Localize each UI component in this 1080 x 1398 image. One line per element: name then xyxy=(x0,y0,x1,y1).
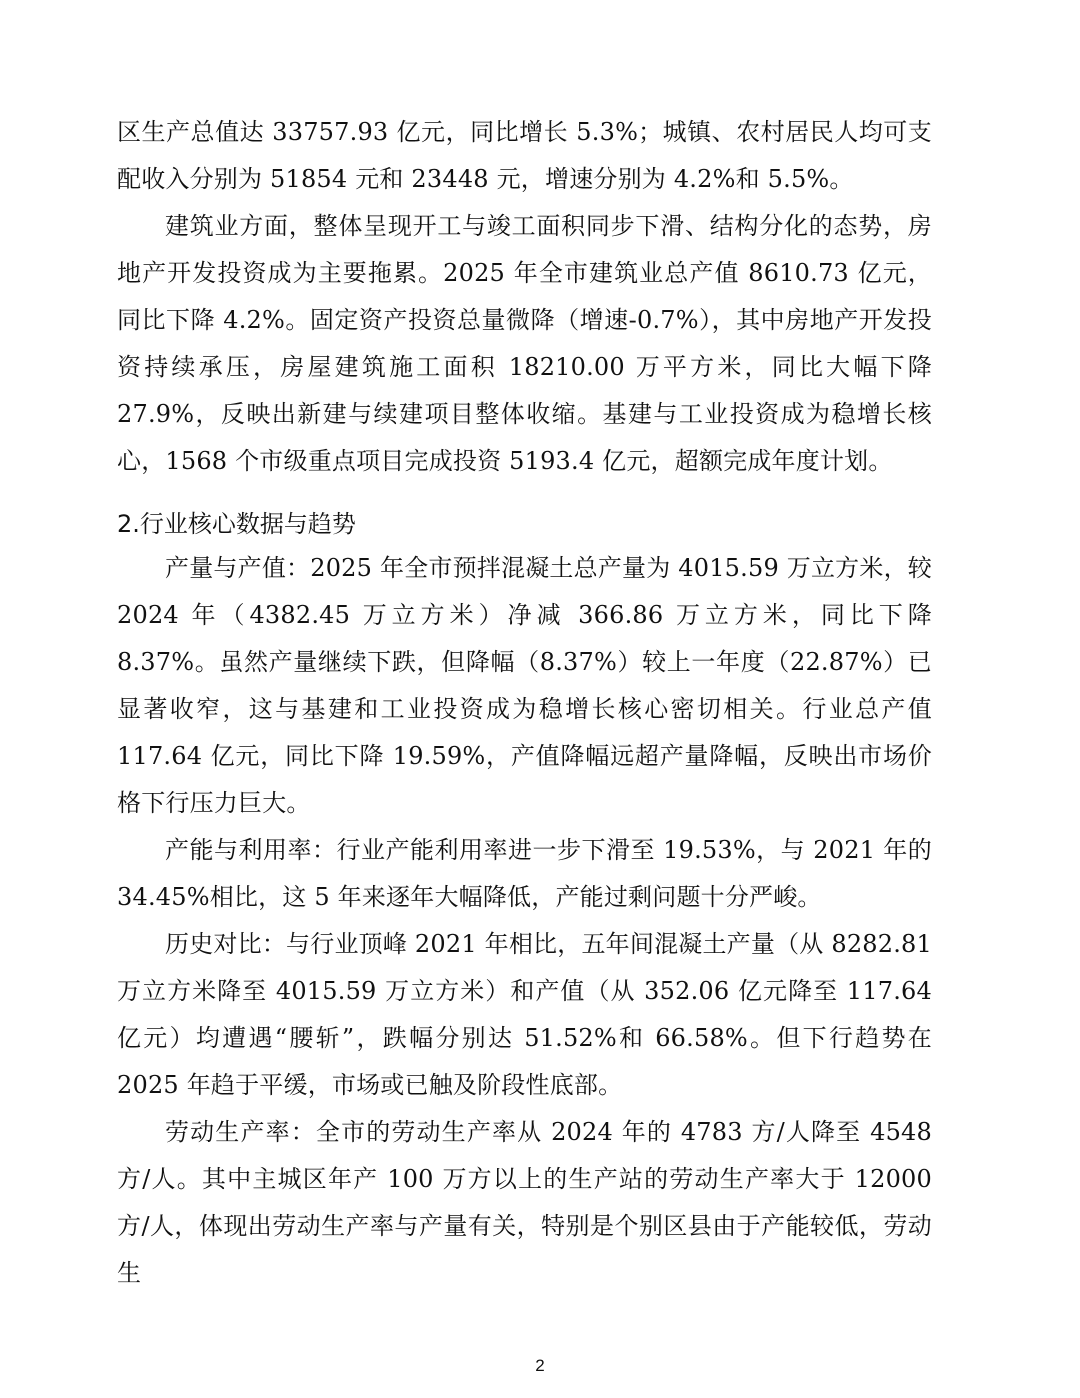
page-number: 2 xyxy=(535,1356,545,1375)
paragraph-regional-gdp: 区生产总值达 33757.93 亿元，同比增长 5.3%；城镇、农村居民人均可支配收入分别为 51854 元和 23448 元，增速分别为 4.2%和 5.5%。 xyxy=(117,118,932,193)
paragraph-output-value: 产量与产值：2025 年全市预拌混凝土总产量为 4015.59 万立方米，较 2024 年（4382.45 万立方米）净减 366.86 万立方米，同比下降 8.37%。虽然产量继续下跌，但降幅（8.37%）较上一年度（22.87%）已显著收窄，这与基建和工业投资成为稳增长核心密切相关。行业总产值 117.64 亿元，同比下降 19.59%，产值降幅远超产量降幅，反映出市场价格下行压力巨大。 xyxy=(117,554,932,817)
paragraph-capacity-utilization: 产能与利用率：行业产能利用率进一步下滑至 19.53%，与 2021 年的 34.45%相比，这 5 年来逐年大幅降低，产能过剩问题十分严峻。 xyxy=(117,836,932,911)
paragraph-construction: 建筑业方面，整体呈现开工与竣工面积同步下滑、结构分化的态势，房地产开发投资成为主要拖累。2025 年全市建筑业总产值 8610.73 亿元，同比下降 4.2%。固定资产投资总量微降（增速-0.7%），其中房地产开发投资持续承压，房屋建筑施工面积 18210.00 万平方米，同比大幅下降 27.9%，反映出新建与续建项目整体收缩。基建与工业投资成为稳增长核心，1568 个市级重点项目完成投资 5193.4 亿元，超额完成年度计划。 xyxy=(117,212,932,475)
section-heading: 2.行业核心数据与趋势 xyxy=(117,510,356,538)
paragraph-labor-productivity: 劳动生产率：全市的劳动生产率从 2024 年的 4783 方/人降至 4548 方/人。其中主城区年产 100 万方以上的生产站的劳动生产率大于 12000 方/人，体现出劳动生产率与产量有关，特别是个别区县由于产能较低，劳动生 xyxy=(117,1118,932,1287)
document-body xyxy=(117,109,932,1297)
paragraph-historical-comparison: 历史对比：与行业顶峰 2021 年相比，五年间混凝土产量（从 8282.81 万立方米降至 4015.59 万立方米）和产值（从 352.06 亿元降至 117.64 亿元）均遭遇“腰斩”，跌幅分别达 51.52%和 66.58%。但下行趋势在 2025 年趋于平缓，市场或已触及阶段性底部。 xyxy=(117,930,932,1099)
